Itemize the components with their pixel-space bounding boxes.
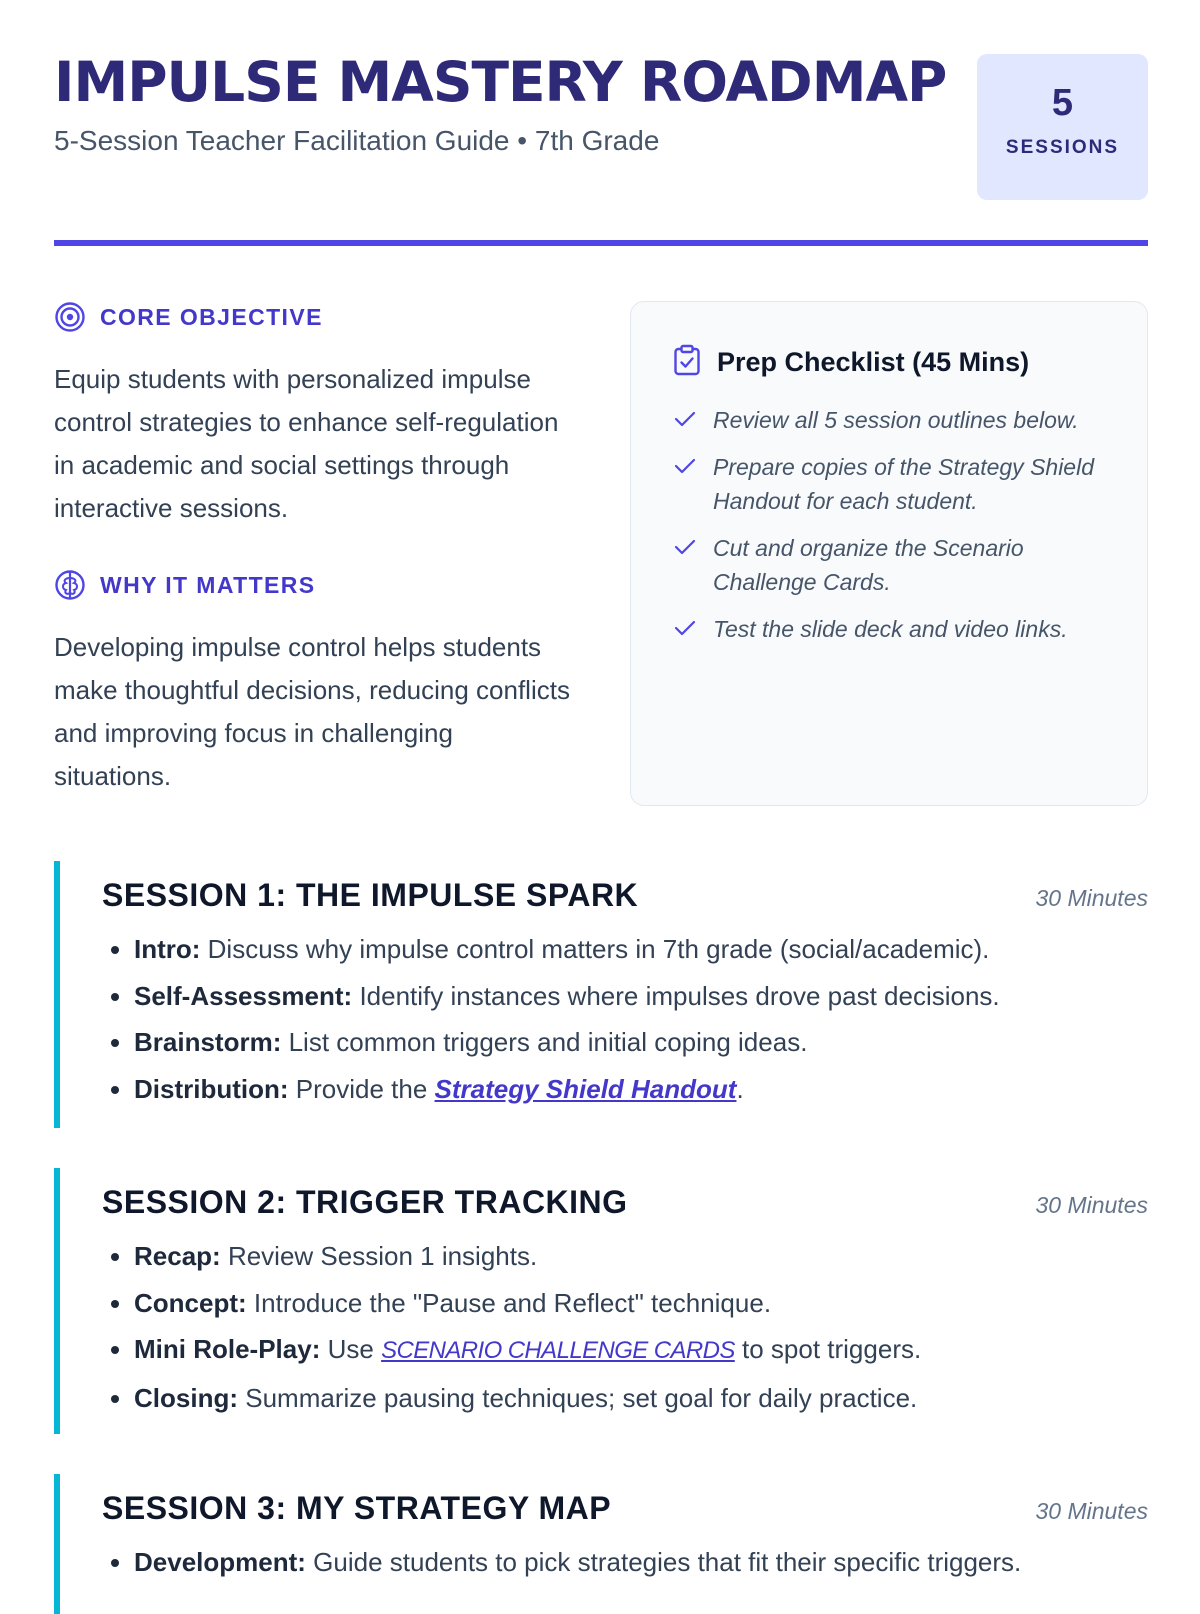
scenario-challenge-cards-link[interactable]: SCENARIO CHALLENGE CARDS [381, 1337, 735, 1364]
activity-label: Development: [134, 1547, 306, 1577]
strategy-shield-handout-link[interactable]: Strategy Shield Handout [434, 1073, 737, 1104]
core-objective-label: CORE OBJECTIVE [100, 303, 323, 330]
activity-text: Discuss why impulse control matters in 7th grade (social/academic). [207, 934, 990, 964]
session-header [102, 1168, 1148, 1221]
session-card-2 [54, 1168, 1148, 1434]
activity-item [134, 1375, 1148, 1422]
sessions-label: SESSIONS [1005, 137, 1120, 158]
session-card-3 [54, 1474, 1148, 1614]
overview-left-column [54, 300, 574, 798]
activity-item [134, 1019, 1148, 1066]
checklist-item [673, 403, 1107, 437]
checkmark-icon [673, 407, 697, 436]
header-divider [54, 240, 1148, 246]
activity-text-end: to spot triggers. [742, 1334, 922, 1364]
checkmark-icon [673, 535, 697, 564]
session-header [102, 861, 1148, 914]
activity-item [134, 973, 1148, 1020]
activity-item [134, 1326, 1148, 1375]
activity-label: Recap: [134, 1241, 221, 1271]
checklist-item-text: Review all 5 session outlines below. [713, 407, 1079, 433]
clipboard-check-icon [673, 344, 701, 381]
prep-checklist-items [673, 403, 1107, 646]
session-title: SESSION 2: TRIGGER TRACKING [102, 1184, 628, 1220]
activity-text: Provide the [295, 1073, 428, 1104]
overview-section [54, 300, 1148, 810]
session-header [102, 1474, 1148, 1527]
activity-label: Self-Assessment: [134, 980, 353, 1011]
activity-label: Distribution: [134, 1073, 289, 1104]
page-title: IMPULSE MASTERY ROADMAP [54, 50, 947, 114]
page-header [54, 0, 1148, 245]
facilitation-guide-page [54, 0, 1148, 1577]
activity-text: Use [327, 1334, 374, 1364]
activity-label: Brainstorm: [134, 1027, 282, 1057]
checklist-item-text: Test the slide deck and video links. [713, 616, 1068, 642]
checklist-item-text: Prepare copies of the Strategy Shield Handout for each student. [713, 454, 1095, 514]
activity-text: Summarize pausing techniques; set goal for daily practice. [245, 1382, 918, 1413]
activity-text: Review Session 1 insights. [227, 1241, 538, 1271]
brain-icon [54, 569, 86, 601]
checklist-item [673, 450, 1107, 518]
activity-text: Guide students to pick strategies that fit their specific triggers. [313, 1547, 1022, 1577]
session-duration: 30 Minutes [1035, 885, 1148, 911]
checkmark-icon [673, 616, 697, 645]
core-objective-heading [54, 300, 574, 334]
activity-text-end: . [736, 1073, 744, 1104]
checklist-item [673, 612, 1107, 646]
activity-item [134, 926, 1148, 973]
sessions-count-badge [977, 54, 1148, 200]
activity-text: Introduce the "Pause and Reflect" technique. [253, 1287, 772, 1318]
prep-checklist-heading [673, 344, 1107, 381]
session-duration: 30 Minutes [1035, 1498, 1148, 1524]
session-duration: 30 Minutes [1035, 1192, 1148, 1218]
session-title: SESSION 3: MY STRATEGY MAP [102, 1490, 612, 1526]
sessions-count: 5 [1051, 82, 1074, 124]
page-subtitle: 5-Session Teacher Facilitation Guide • 7th Grade [54, 125, 660, 156]
prep-checklist-card [630, 301, 1148, 806]
session-activity-list [102, 1539, 1148, 1586]
session-title: SESSION 1: THE IMPULSE SPARK [102, 877, 639, 913]
activity-label: Closing: [134, 1382, 238, 1413]
activity-item [134, 1539, 1148, 1586]
target-icon [54, 301, 86, 333]
activity-item [134, 1233, 1148, 1280]
activity-text: List common triggers and initial coping ideas. [288, 1027, 808, 1057]
why-it-matters-label: WHY IT MATTERS [100, 571, 316, 598]
core-objective-text: Equip students with personalized impulse control strategies to enhance self-regulation in academic and social settings through interactive sessions. [54, 364, 559, 523]
activity-label: Concept: [134, 1287, 247, 1318]
activity-text: Identify instances where impulses drove past decisions. [359, 980, 1000, 1011]
session-activity-list [102, 1233, 1148, 1421]
prep-checklist-title: Prep Checklist (45 Mins) [717, 347, 1030, 377]
activity-item [134, 1280, 1148, 1327]
session-activity-list [102, 926, 1148, 1112]
activity-label: Intro: [134, 934, 201, 964]
checkmark-icon [673, 454, 697, 483]
why-it-matters-heading [54, 568, 574, 602]
activity-label: Mini Role-Play: [134, 1334, 321, 1364]
why-it-matters-text: Developing impulse control helps students make thoughtful decisions, reducing conflicts and improving focus in challenging situations. [54, 632, 570, 791]
checklist-item-text: Cut and organize the Scenario Challenge Cards. [713, 535, 1024, 595]
activity-item [134, 1066, 1148, 1113]
checklist-item [673, 531, 1107, 599]
session-card-1 [54, 861, 1148, 1128]
